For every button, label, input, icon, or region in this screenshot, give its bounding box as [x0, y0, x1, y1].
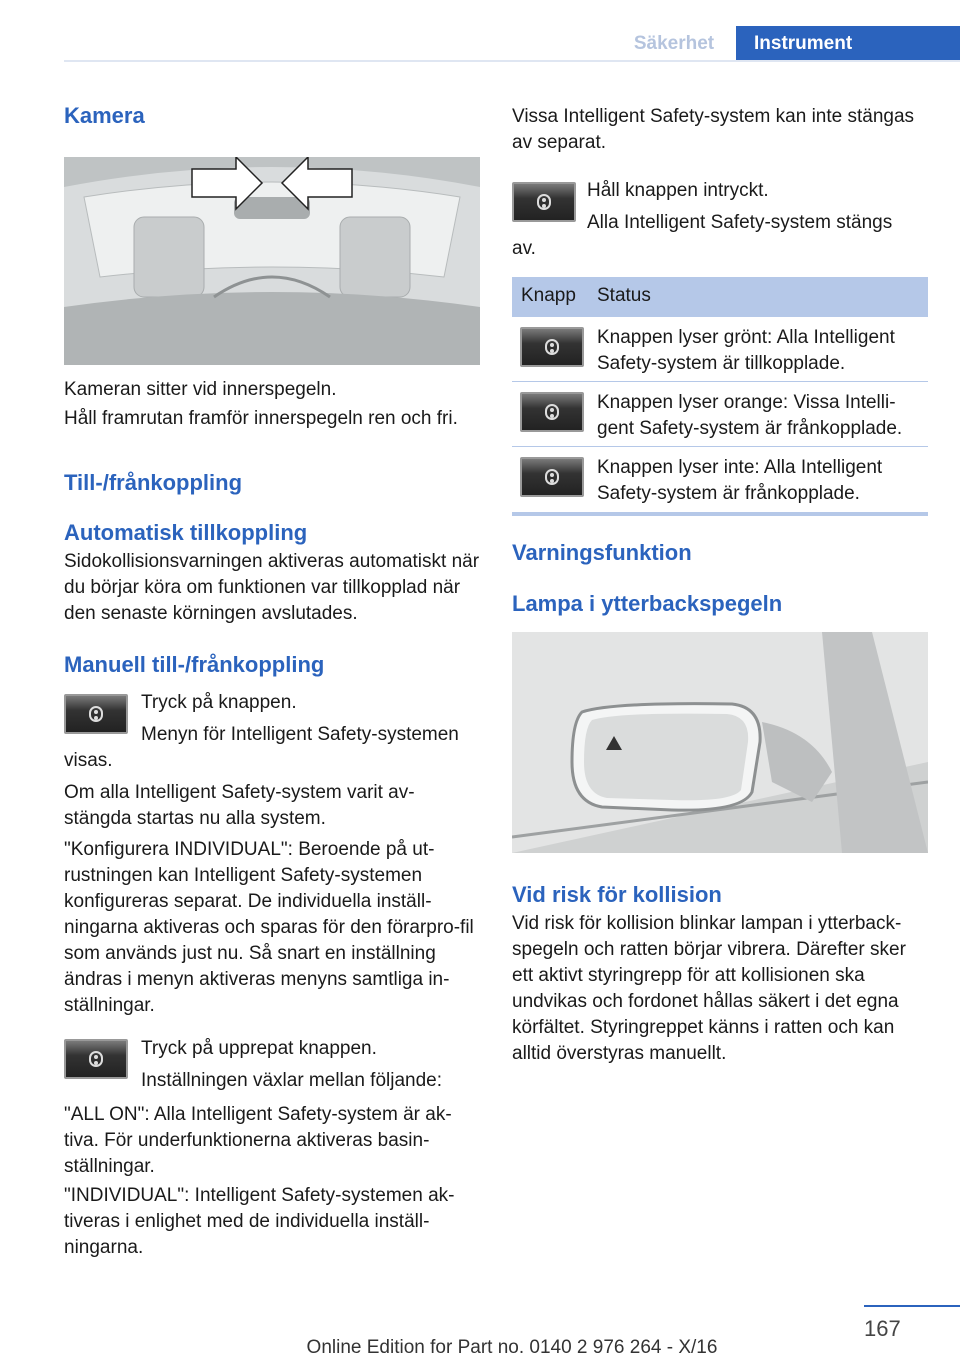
onoff-heading: Till-/frånkoppling [64, 470, 243, 495]
risk-heading: Vid risk för kollision [512, 882, 722, 907]
camera-heading: Kamera [64, 103, 145, 128]
table-row-3-status: Knappen lyser inte: Alla Intelligent Safety-system är frånkopplade. [597, 457, 883, 504]
auto-text: Sidokollisionsvarningen aktiveras automatiskt när du börjar köra om funktionen var tillkopplad när den senaste körningen avslutades. [64, 551, 480, 624]
table-row-2-status: Knappen lyser orange: Vissa Intelli-gent Safety-system är frånkopplade. [597, 392, 903, 439]
configure-text: "Konfigurera INDIVIDUAL": Beroende på ut-rustningen kan Intelligent Safety-systemen konfigureras separat. De individuella inställ-ningarna aktiveras och sparas för den förarpro-fil som används just nu. Så snart en inställning ändras i menyn aktiveras menyns samtliga in-ställningar. [64, 839, 474, 1016]
some-systems-text: Vissa Intelligent Safety-system kan inte stängas av separat. [512, 106, 915, 153]
safety-icon [545, 404, 559, 420]
all-off-text: Om alla Intelligent Safety-system varit av-stängda startas nu alla system. [64, 782, 415, 829]
press-button-text: Tryck på knappen. [141, 692, 297, 713]
table-col-button: Knapp [521, 285, 576, 306]
safety-button-image-2 [64, 1039, 128, 1079]
safety-icon [545, 339, 559, 355]
safety-button-image [64, 694, 128, 734]
table-row-separator [512, 446, 928, 447]
status-table-header [512, 277, 928, 317]
footer-edition: Online Edition for Part no. 0140 2 976 264 - X/16 [306, 1337, 718, 1358]
safety-icon [89, 1051, 103, 1067]
camera-text-1: Kameran sitter vid innerspegeln. [64, 379, 337, 400]
auto-heading: Automatisk tillkoppling [64, 520, 308, 545]
menu-shown-text-a: Menyn för Intelligent Safety-systemen [141, 724, 459, 745]
table-row-1-status: Knappen lyser grönt: Alla Intelligent Safety-system är tillkopplade. [597, 327, 895, 374]
risk-text: Vid risk för kollision blinkar lampan i ytterback-spegeln och ratten börjar vibrera. Därefter sker ett aktivt styringrepp för att kollisionen ska undvikas och fordonet hållas säkert i det egna körfältet. Styringreppet känns i ratten och kan alltid överstyras manuellt. [512, 913, 906, 1064]
safety-icon [545, 469, 559, 485]
table-col-status: Status [597, 285, 651, 306]
all-off-right-text-b: av. [512, 238, 536, 259]
table-row-1-button [520, 327, 584, 367]
switch-between-text: Inställningen växlar mellan följande: [141, 1070, 443, 1091]
header-section-tab: Säkerhet [633, 33, 715, 54]
table-row-separator [512, 381, 928, 382]
hold-button-text: Håll knappen intryckt. [587, 180, 769, 201]
camera-interior-image [64, 157, 480, 365]
side-mirror-image [512, 632, 928, 853]
table-bottom-rule [512, 512, 928, 516]
table-row-3-button [520, 457, 584, 497]
press-repeat-text: Tryck på upprepat knappen. [141, 1038, 377, 1059]
safety-icon [537, 194, 551, 210]
table-row-2-button [520, 392, 584, 432]
all-on-text: "ALL ON": Alla Intelligent Safety-system är ak-tiva. För underfunktionerna aktiveras basin-ställningar. [64, 1104, 452, 1177]
page-number: 167 [864, 1316, 901, 1341]
camera-text-2: Håll framrutan framför innerspegeln ren och fri. [64, 408, 458, 429]
safety-button-image-3 [512, 182, 576, 222]
individual-text: "INDIVIDUAL": Intelligent Safety-systemen ak-tiveras i enlighet med de individuella inställ-ningarna. [64, 1185, 455, 1258]
footer-rule [864, 1305, 960, 1307]
warning-heading: Varningsfunktion [512, 540, 692, 565]
mirror-lamp-heading: Lampa i ytterbackspegeln [512, 591, 783, 616]
header-chapter-tab: Instrument [736, 26, 960, 62]
safety-icon [89, 706, 103, 722]
menu-shown-text-b: visas. [64, 750, 113, 771]
header-rule [64, 60, 960, 62]
all-off-right-text-a: Alla Intelligent Safety-system stängs [587, 212, 893, 233]
manual-heading: Manuell till-/frånkoppling [64, 652, 325, 677]
